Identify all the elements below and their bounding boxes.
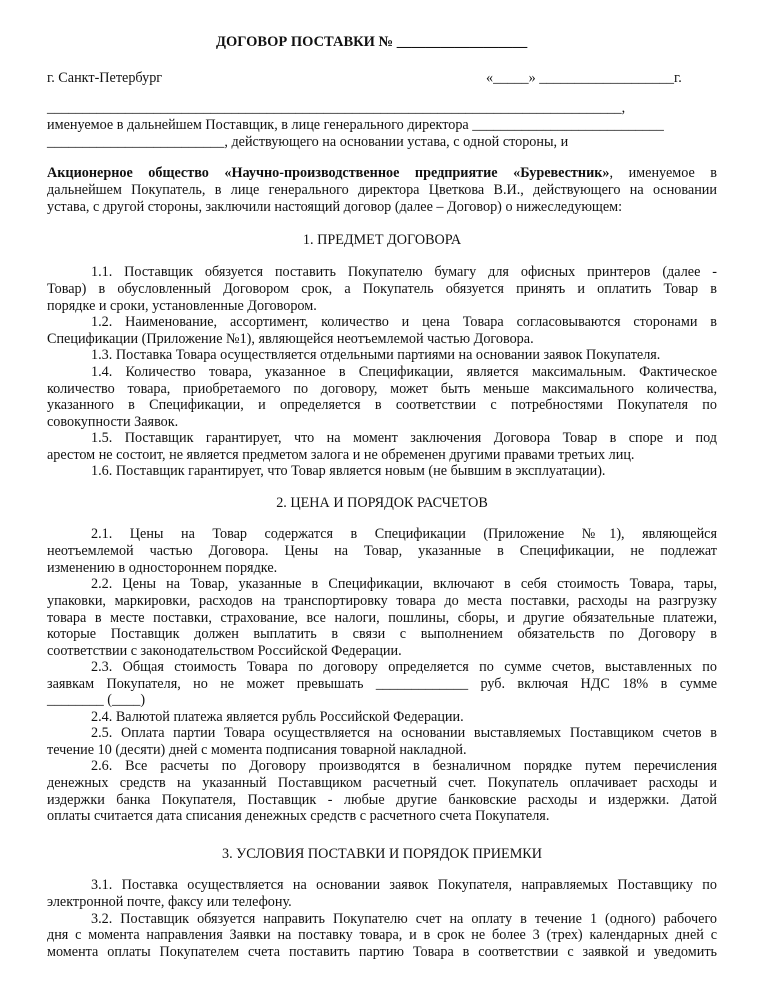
s3-line-1: 3.1. Поставка осуществляется на основании заявок Покупателя, направляемых Поставщику по bbox=[91, 877, 717, 893]
s3-line-3: 3.2. Поставщик обязуется направить Покупателю счет на оплату в течение 1 (одного) рабочего bbox=[91, 911, 717, 927]
s2-line-11: ________ (____) bbox=[47, 692, 146, 708]
s2-line-10: заявкам Покупателя, но не может превышать _____________ руб. включая НДС 18% в сумме bbox=[47, 676, 717, 692]
s1-line-5: Спецификации (Приложение №1), являющейся неотъемлемой частью Договора. bbox=[47, 331, 534, 347]
s2-line-2: неотъемлемой частью Договора. Цены на Товар, указанные в Спецификации, не подлежат bbox=[47, 543, 717, 559]
s2-line-6: товара в месте поставки, страхование, все налоги, пошлины, сборы, и другие обязательные платежи, bbox=[47, 610, 717, 626]
s2-line-7: которые Поставщик должен выплатить в связи с выполнением обязательств по Договору в bbox=[47, 626, 717, 642]
section-1-title: 1. ПРЕДМЕТ ДОГОВОРА bbox=[302, 232, 462, 248]
s1-line-11: 1.5. Поставщик гарантирует, что на момент заключения Договора Товар в споре и под bbox=[91, 430, 717, 446]
s2-line-17: издержки банка Покупателя, Поставщик - любые другие банковские расходы и издержки. Датой bbox=[47, 792, 717, 808]
document-title: ДОГОВОР ПОСТАВКИ № __________________ bbox=[216, 34, 528, 50]
s2-line-14: течение 10 (десяти) дней с момента подписания товарной накладной. bbox=[47, 742, 467, 758]
section-3-title: 3. УСЛОВИЯ ПОСТАВКИ И ПОРЯДОК ПРИЕМКИ bbox=[221, 846, 543, 862]
s1-line-8: количество товара, приобретаемого по договору, может быть меньше максимального количества, bbox=[47, 381, 717, 397]
s3-line-2: электронной почте, факсу или телефону. bbox=[47, 894, 292, 910]
supplier-line-2: именуемое в дальнейшем Поставщик, в лице генерального директора ___________________________ bbox=[47, 117, 664, 133]
s1-line-6: 1.3. Поставка Товара осуществляется отдельными партиями на основании заявок Покупателя. bbox=[91, 347, 661, 363]
s2-line-9: 2.3. Общая стоимость Товара по договору определяется по сумме счетов, выставленных по bbox=[91, 659, 717, 675]
s1-line-2: Товар) в обусловленный Договором срок, а Покупатель обязуется принять и оплатить Товар в bbox=[47, 281, 717, 297]
contract-date: «_____» ___________________г. bbox=[486, 70, 682, 86]
s2-line-18: оплаты считается дата списания денежных средств с расчетного счета Покупателя. bbox=[47, 808, 550, 824]
buyer-name: Акционерное общество «Научно-производственное предприятие «Буревестник» bbox=[47, 165, 610, 181]
s2-line-15: 2.6. Все расчеты по Договору производятся в безналичном порядке путем перечисления bbox=[91, 758, 717, 774]
s1-line-4: 1.2. Наименование, ассортимент, количество и цена Товара согласовываются сторонами в bbox=[91, 314, 717, 330]
supplier-line-3: _________________________, действующего на основании устава, с одной стороны, и bbox=[47, 134, 569, 150]
s1-line-12: арестом не состоит, не является предметом залога и не обременен другими правами третьих лиц. bbox=[47, 447, 635, 463]
s2-line-16: денежных средств на указанный Поставщиком расчетный счет. Покупатель оплачивает расходы и bbox=[47, 775, 717, 791]
buyer-line-1 bbox=[47, 165, 717, 182]
s2-line-5: упаковки, маркировки, расходов на транспортировку товара до места поставки, расходы на разгрузку bbox=[47, 593, 717, 609]
s1-line-7: 1.4. Количество товара, указанное в Спецификации, является максимальным. Фактическое bbox=[91, 364, 717, 380]
s2-line-1: 2.1. Цены на Товар содержатся в Спецификации (Приложение №1), являющейся bbox=[91, 526, 717, 542]
s3-line-5: момента оплаты Покупателем счета поставить партию Товара в соответствии с заявкой и уведомить bbox=[47, 944, 717, 960]
s1-line-1: 1.1. Поставщик обязуется поставить Покупателю бумагу для офисных принтеров (далее - bbox=[91, 264, 717, 280]
s2-line-8: соответствии с законодательством Российской Федерации. bbox=[47, 643, 402, 659]
buyer-line-1-rest: , именуемое в bbox=[609, 165, 717, 181]
s2-line-3: изменению в одностороннем порядке. bbox=[47, 560, 278, 576]
s1-line-3: порядке и сроки, установленные Договором. bbox=[47, 298, 317, 314]
buyer-line-2: дальнейшем Покупатель, в лице генерального директора Цветкова В.И., действующего на основании bbox=[47, 182, 717, 198]
s2-line-12: 2.4. Валютой платежа является рубль Российской Федерации. bbox=[91, 709, 464, 725]
buyer-line-3: устава, с другой стороны, заключили настоящий договор (далее – Договор) о нижеследующем: bbox=[47, 199, 623, 215]
section-2-title: 2. ЦЕНА И ПОРЯДОК РАСЧЕТОВ bbox=[276, 495, 488, 511]
contract-city: г. Санкт-Петербург bbox=[47, 70, 163, 86]
s2-line-4: 2.2. Цены на Товар, указанные в Спецификации, включают в себя стоимость Товара, тары, bbox=[91, 576, 717, 592]
supplier-line-1: _________________________________________________________________________________, bbox=[47, 100, 626, 116]
s1-line-13: 1.6. Поставщик гарантирует, что Товар является новым (не бывшим в эксплуатации). bbox=[91, 463, 606, 479]
s1-line-10: совокупности Заявок. bbox=[47, 414, 179, 430]
s1-line-9: указанного в Спецификации, и определяется в соответствии с потребностями Покупателя по bbox=[47, 397, 717, 413]
s3-line-4: дня с момента направления Заявки на поставку товара, и в срок не более 3 (трех) календарных дней с bbox=[47, 927, 717, 943]
s2-line-13: 2.5. Оплата партии Товара осуществляется на основании выставляемых Поставщиком счетов в bbox=[91, 725, 717, 741]
